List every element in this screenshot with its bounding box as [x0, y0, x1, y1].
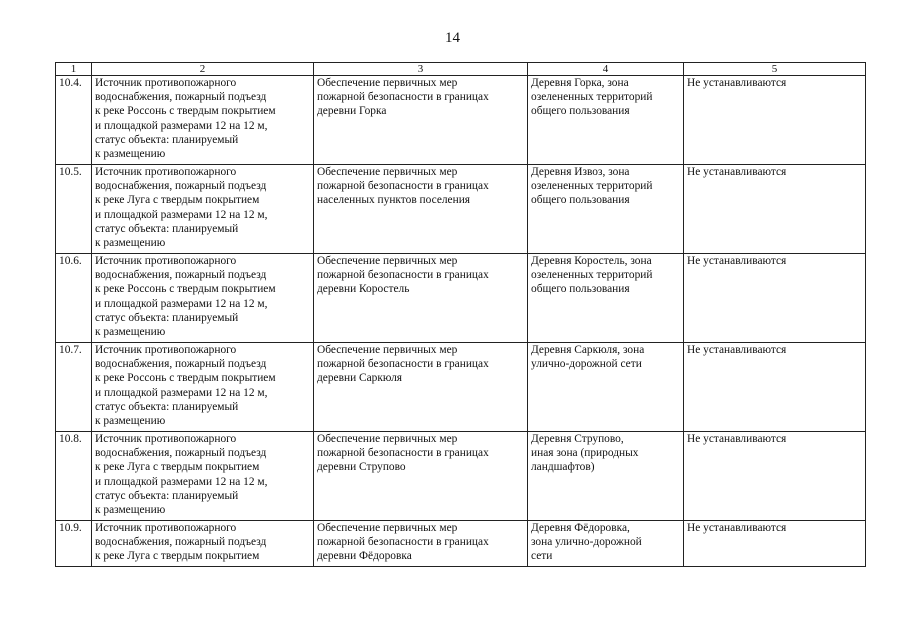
table-row — [56, 432, 866, 521]
object-purpose: Обеспечение первичных мер пожарной безопасности в границах деревни Струпово — [314, 432, 528, 521]
object-zones: Не устанавливаются — [684, 254, 866, 343]
object-location: Деревня Извоз, зона озелененных территорий общего пользования — [528, 165, 684, 254]
object-location: Деревня Коростель, зона озелененных территорий общего пользования — [528, 254, 684, 343]
object-zones: Не устанавливаются — [684, 76, 866, 165]
row-number: 10.4. — [56, 76, 92, 165]
row-number: 10.9. — [56, 521, 92, 567]
object-description: Источник противопожарного водоснабжения, пожарный подъезд к реке Луга с твердым покрытием — [92, 521, 314, 567]
column-header-4: 4 — [528, 63, 684, 76]
object-description: Источник противопожарного водоснабжения, пожарный подъезд к реке Луга с твердым покрытием и площадкой размерами 12 на 12 м, статус объекта: планируемый к размещению — [92, 165, 314, 254]
column-header-2: 2 — [92, 63, 314, 76]
row-number: 10.8. — [56, 432, 92, 521]
object-description: Источник противопожарного водоснабжения, пожарный подъезд к реке Россонь с твердым покрытием и площадкой размерами 12 на 12 м, статус объекта: планируемый к размещению — [92, 254, 314, 343]
table-row — [56, 343, 866, 432]
object-location: Деревня Горка, зона озелененных территорий общего пользования — [528, 76, 684, 165]
object-location: Деревня Фёдоровка, зона улично-дорожной сети — [528, 521, 684, 567]
row-number: 10.5. — [56, 165, 92, 254]
object-description: Источник противопожарного водоснабжения, пожарный подъезд к реке Луга с твердым покрытием и площадкой размерами 12 на 12 м, статус объекта: планируемый к размещению — [92, 432, 314, 521]
object-location: Деревня Саркюля, зона улично-дорожной сети — [528, 343, 684, 432]
table-row — [56, 76, 866, 165]
object-purpose: Обеспечение первичных мер пожарной безопасности в границах деревни Саркюля — [314, 343, 528, 432]
object-zones: Не устанавливаются — [684, 521, 866, 567]
object-purpose: Обеспечение первичных мер пожарной безопасности в границах деревни Коростель — [314, 254, 528, 343]
object-purpose: Обеспечение первичных мер пожарной безопасности в границах деревни Горка — [314, 76, 528, 165]
object-description: Источник противопожарного водоснабжения, пожарный подъезд к реке Россонь с твердым покрытием и площадкой размерами 12 на 12 м, статус объекта: планируемый к размещению — [92, 76, 314, 165]
object-zones: Не устанавливаются — [684, 432, 866, 521]
table-header-row — [56, 63, 866, 76]
column-header-3: 3 — [314, 63, 528, 76]
table-row — [56, 521, 866, 567]
column-header-1: 1 — [56, 63, 92, 76]
object-purpose: Обеспечение первичных мер пожарной безопасности в границах деревни Фёдоровка — [314, 521, 528, 567]
objects-table — [55, 62, 866, 567]
row-number: 10.7. — [56, 343, 92, 432]
row-number: 10.6. — [56, 254, 92, 343]
object-description: Источник противопожарного водоснабжения, пожарный подъезд к реке Россонь с твердым покрытием и площадкой размерами 12 на 12 м, статус объекта: планируемый к размещению — [92, 343, 314, 432]
object-zones: Не устанавливаются — [684, 343, 866, 432]
column-header-5: 5 — [684, 63, 866, 76]
table-row — [56, 165, 866, 254]
page-number: 14 — [445, 30, 460, 46]
object-location: Деревня Струпово, иная зона (природных ландшафтов) — [528, 432, 684, 521]
object-purpose: Обеспечение первичных мер пожарной безопасности в границах населенных пунктов поселения — [314, 165, 528, 254]
object-zones: Не устанавливаются — [684, 165, 866, 254]
table-row — [56, 254, 866, 343]
